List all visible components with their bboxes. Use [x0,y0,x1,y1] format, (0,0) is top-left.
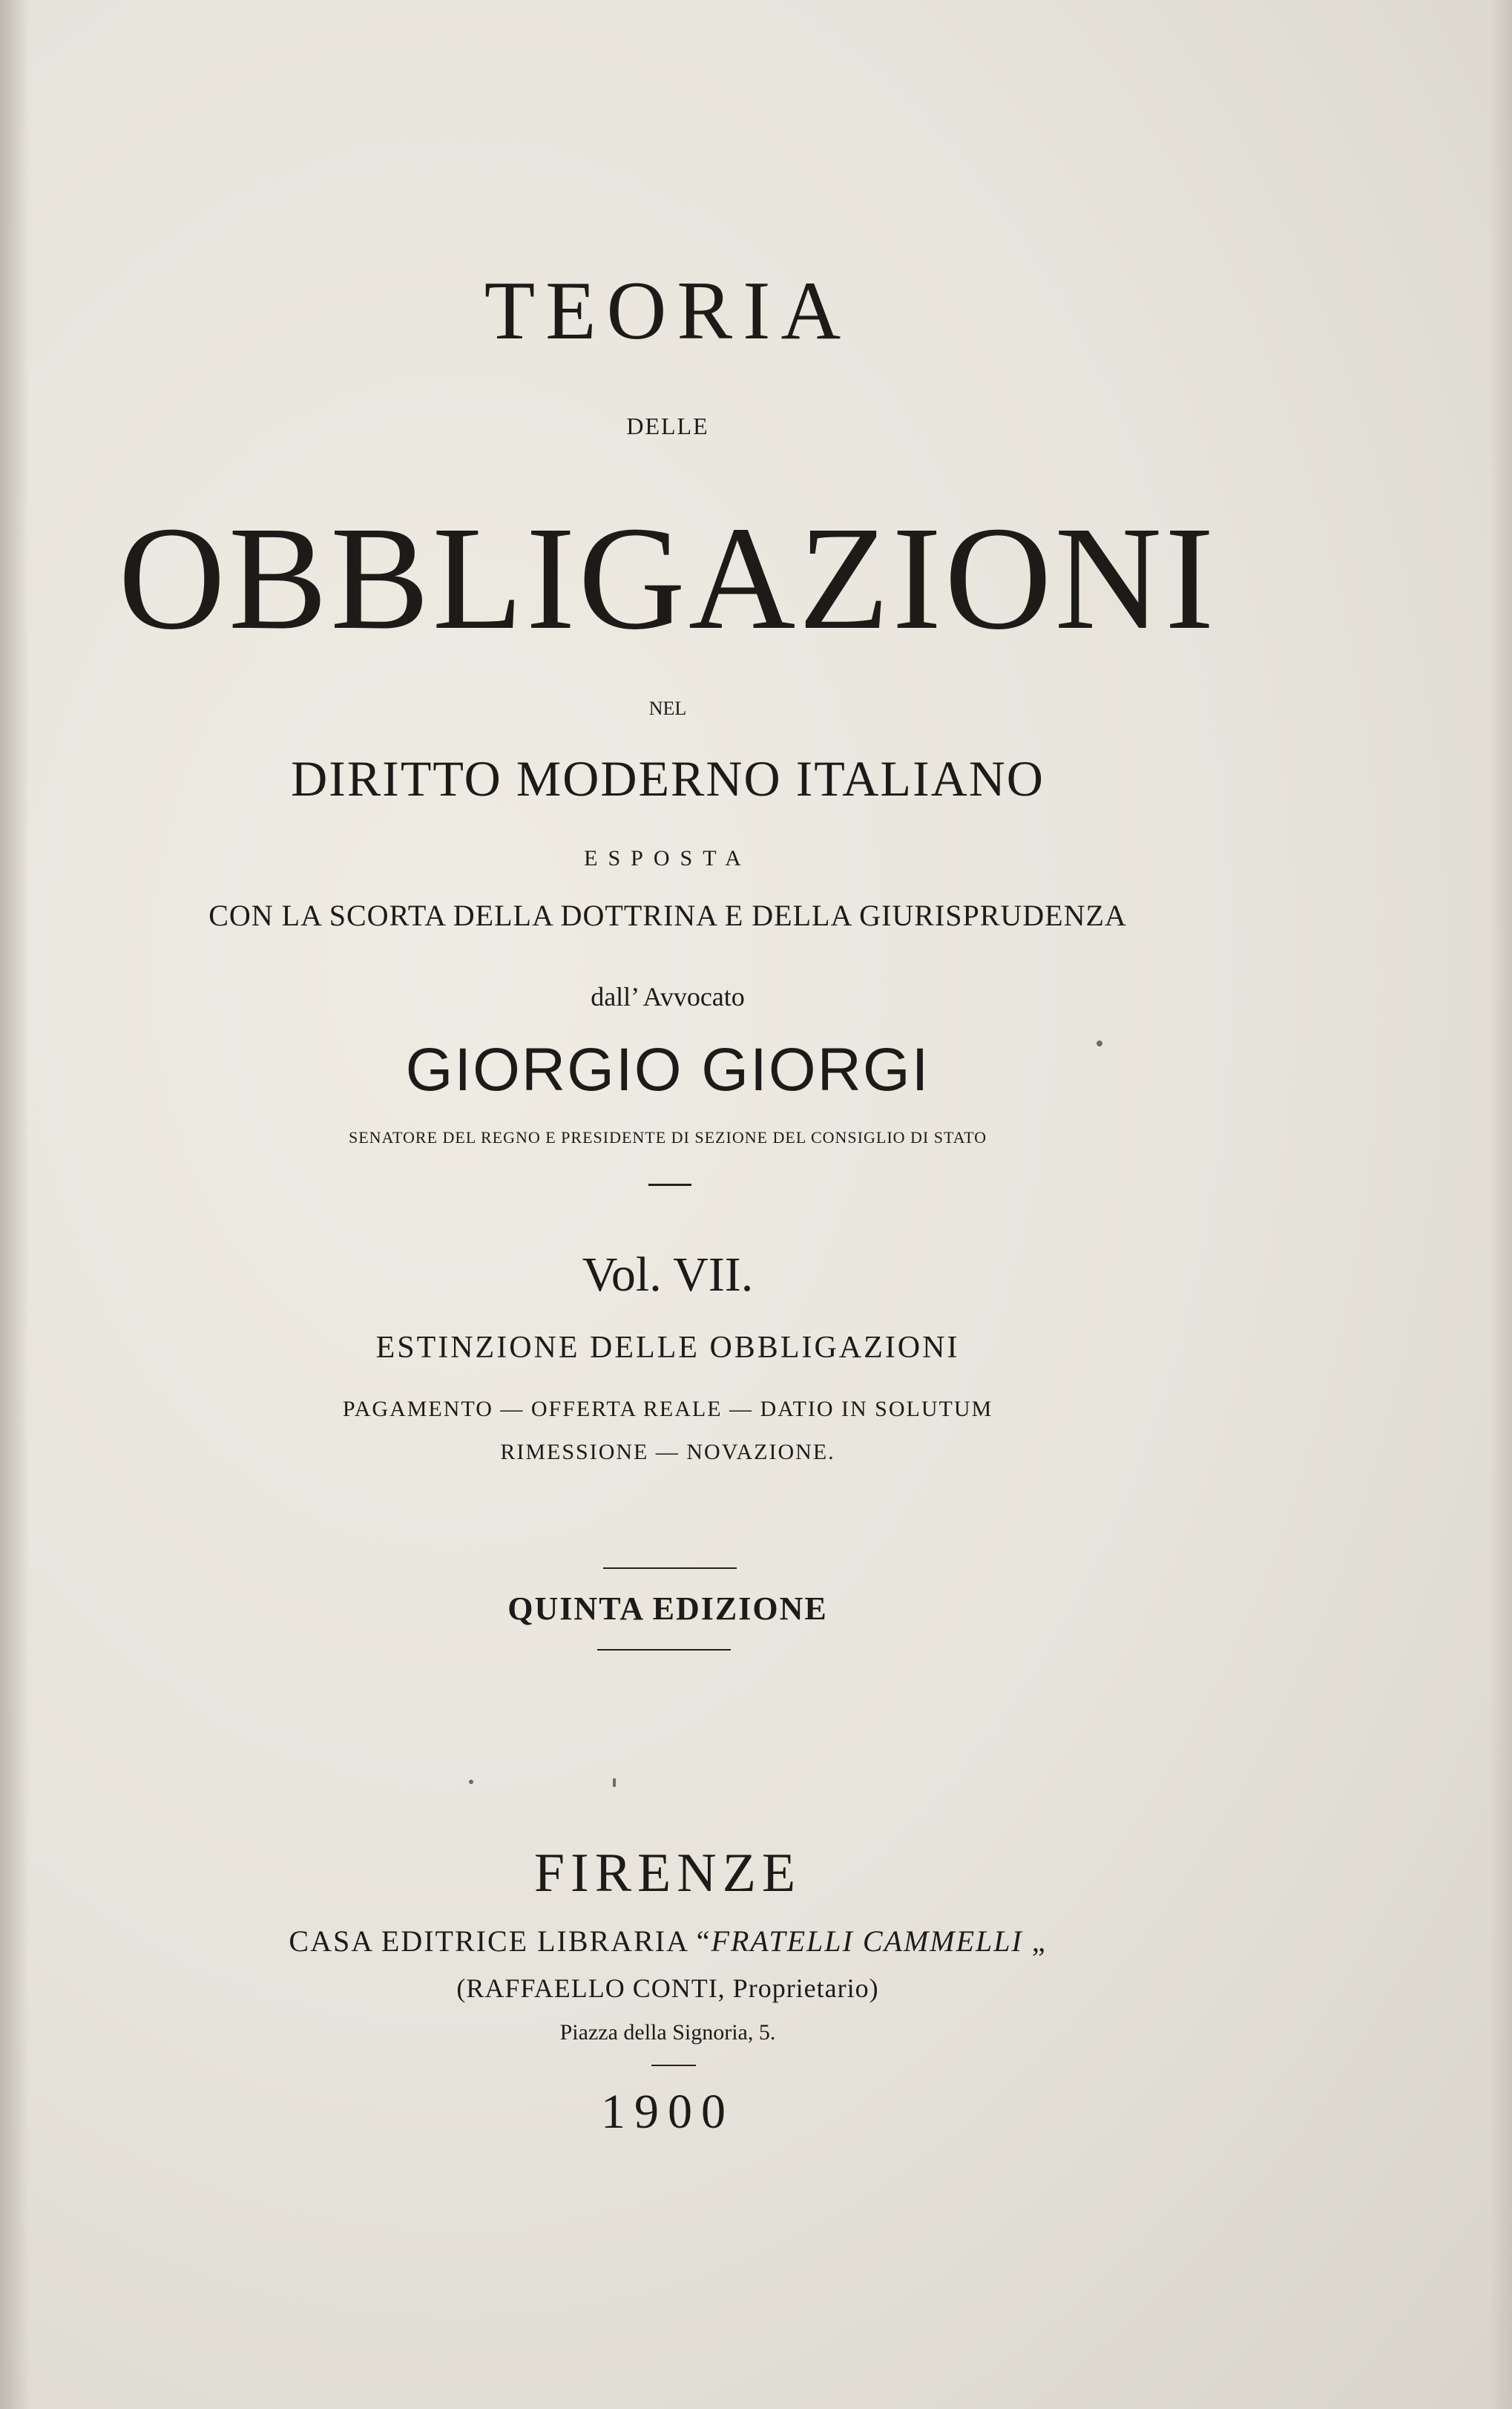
paper-speck [469,1780,473,1784]
connector-nel: NEL [648,698,687,719]
publisher-name: FRATELLI CAMMELLI [711,1924,1023,1958]
publisher-suffix: „ [1022,1924,1047,1958]
topics-line-2: RIMESSIONE — NOVAZIONE. [500,1440,835,1464]
connector-delle: DELLE [626,413,709,439]
edition-label: QUINTA EDIZIONE [507,1590,828,1627]
publisher-line [0,1924,1335,1959]
publisher-prefix: CASA EDITRICE LIBRARIA “ [289,1924,711,1958]
divider-rule [648,1184,691,1186]
volume-number: Vol. VII. [582,1248,754,1302]
esposta-label: ESPOSTA [584,846,752,871]
title-top: TEORIA [484,265,852,357]
topics-line-1: PAGAMENTO — OFFERTA REALE — DATIO IN SOLUTUM [342,1397,993,1421]
paper-mark [613,1778,616,1787]
edition-rule-top [603,1567,737,1569]
main-title: OBBLIGAZIONI [118,496,1217,661]
publisher-address: Piazza della Signoria, 5. [559,2020,776,2045]
year-rule [651,2065,696,2066]
scorta-line: CON LA SCORTA DELLA DOTTRINA E DELLA GIURISPRUDENZA [208,899,1127,932]
author-role: SENATORE DEL REGNO E PRESIDENTE DI SEZIONE DEL CONSIGLIO DI STATO [348,1128,987,1147]
subtitle: DIRITTO MODERNO ITALIANO [291,750,1045,807]
paper-speck [1097,1040,1102,1046]
imprint-city: FIRENZE [533,1843,802,1904]
author-name: GIORGIO GIORGI [405,1036,930,1104]
proprietor-line: (RAFFAELLO CONTI, Proprietario) [456,1973,879,2003]
by-line: dall’ Avvocato [591,982,745,1012]
edition-rule-bottom [597,1649,731,1651]
volume-subject: ESTINZIONE DELLE OBBLIGAZIONI [375,1331,960,1365]
publication-year: 1900 [601,2085,734,2139]
